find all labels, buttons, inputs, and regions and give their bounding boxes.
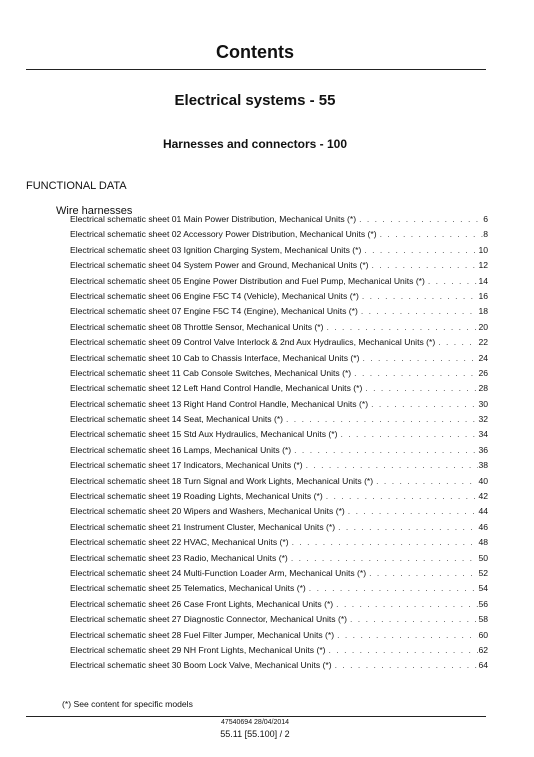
- toc-leader-dots: [361, 245, 478, 255]
- toc-entry-page: 58: [478, 614, 488, 625]
- toc-entry-page: 56: [478, 598, 488, 609]
- toc-entry-page: 28: [478, 383, 488, 394]
- toc-entry[interactable]: [70, 214, 488, 229]
- toc-entry[interactable]: [70, 353, 488, 368]
- toc-entry-title: Electrical schematic sheet 27 Diagnostic Connector, Mechanical Units (*): [70, 614, 348, 625]
- toc-entry-title: Electrical schematic sheet 10 Cab to Chassis Interface, Mechanical Units (*): [70, 352, 360, 363]
- toc-entry-page: 46: [478, 521, 488, 532]
- toc-entry[interactable]: [70, 660, 488, 675]
- toc-entry-page: 36: [478, 444, 488, 455]
- toc-entry-title: Electrical schematic sheet 16 Lamps, Mechanical Units (*): [70, 444, 292, 455]
- toc-entry-page: 48: [478, 537, 488, 548]
- toc-entry-page: 52: [478, 567, 488, 578]
- toc-entry-title: Electrical schematic sheet 08 Throttle Sensor, Mechanical Units (*): [70, 321, 324, 332]
- toc-entry-page: 44: [478, 506, 488, 517]
- toc-entry-title: Electrical schematic sheet 11 Cab Console Switches, Mechanical Units (*): [70, 367, 352, 378]
- footnote: (*) See content for specific models: [62, 699, 193, 709]
- title-rule: [26, 69, 486, 70]
- toc-entry[interactable]: [70, 599, 488, 614]
- toc-entry-title: Electrical schematic sheet 30 Boom Lock Valve, Mechanical Units (*): [70, 660, 332, 671]
- toc-leader-dots: [303, 460, 479, 470]
- toc-leader-dots: [306, 583, 479, 593]
- toc-entry-title: Electrical schematic sheet 13 Right Hand Control Handle, Mechanical Units (*): [70, 398, 369, 409]
- toc-entry-title: Electrical schematic sheet 28 Fuel Filter Jumper, Mechanical Units (*): [70, 629, 335, 640]
- toc-leader-dots: [359, 353, 478, 363]
- section-title: Electrical systems - 55: [174, 92, 336, 109]
- doc-id: 47540694 28/04/2014: [220, 719, 290, 726]
- toc-leader-dots: [373, 476, 478, 486]
- toc-leader-dots: [359, 291, 479, 301]
- toc-leader-dots: [291, 445, 478, 455]
- toc-entry[interactable]: [70, 276, 488, 291]
- toc-entry-page: 30: [478, 398, 488, 409]
- toc-entry-page: 50: [478, 552, 488, 563]
- toc-leader-dots: [356, 214, 483, 224]
- toc-entry-title: Electrical schematic sheet 05 Engine Power Distribution and Fuel Pump, Mechanical Units (*): [70, 275, 425, 286]
- toc-entry-page: 18: [478, 306, 488, 317]
- toc-entry[interactable]: [70, 229, 488, 244]
- toc-entry-page: 54: [478, 583, 488, 594]
- page-reference: 55.11 [55.100] / 2: [220, 729, 290, 739]
- toc-entry[interactable]: [70, 645, 488, 660]
- toc-entry-page: 10: [478, 244, 488, 255]
- toc-entry-page: 8: [483, 229, 488, 240]
- toc-entry-title: Electrical schematic sheet 01 Main Power Distribution, Mechanical Units (*): [70, 214, 357, 224]
- toc-entry-title: Electrical schematic sheet 20 Wipers and Washers, Mechanical Units (*): [70, 506, 345, 517]
- toc-leader-dots: [369, 260, 479, 270]
- toc-leader-dots: [337, 429, 478, 439]
- toc-entry-page: 14: [478, 275, 488, 286]
- toc-entry-title: Electrical schematic sheet 06 Engine F5C T4 (Vehicle), Mechanical Units (*): [70, 290, 359, 301]
- toc-entry-page: 42: [478, 491, 488, 502]
- toc-leader-dots: [289, 537, 479, 547]
- toc-leader-dots: [334, 630, 478, 640]
- toc-entry-title: Electrical schematic sheet 07 Engine F5C T4 (Engine), Mechanical Units (*): [70, 306, 358, 317]
- toc-entry[interactable]: [70, 383, 488, 398]
- toc-entry-page: 60: [478, 629, 488, 640]
- toc-entry-title: Electrical schematic sheet 29 NH Front Lights, Mechanical Units (*): [70, 644, 326, 655]
- toc-entry-page: 12: [478, 260, 488, 271]
- toc-entry[interactable]: [70, 553, 488, 568]
- toc-entry[interactable]: [70, 429, 488, 444]
- toc-leader-dots: [283, 414, 478, 424]
- toc-entry-title: Electrical schematic sheet 19 Roading Lights, Mechanical Units (*): [70, 491, 323, 502]
- toc-entry-page: 62: [478, 644, 488, 655]
- toc-entry-title: Electrical schematic sheet 26 Case Front Lights, Mechanical Units (*): [70, 598, 334, 609]
- toc-entry-page: 34: [478, 429, 488, 440]
- toc-entry[interactable]: [70, 291, 488, 306]
- toc-leader-dots: [377, 229, 484, 239]
- subsection-title: Harnesses and connectors - 100: [162, 137, 348, 151]
- toc-leader-dots: [345, 506, 479, 516]
- toc-leader-dots: [323, 491, 479, 501]
- toc-entry[interactable]: [70, 491, 488, 506]
- toc-entry[interactable]: [70, 476, 488, 491]
- toc-leader-dots: [333, 599, 478, 609]
- toc-entry-page: 64: [478, 660, 488, 671]
- toc-entry[interactable]: [70, 614, 488, 629]
- toc-entry-title: Electrical schematic sheet 15 Std Aux Hydraulics, Mechanical Units (*): [70, 429, 338, 440]
- toc-entry[interactable]: [70, 368, 488, 383]
- toc-entry[interactable]: [70, 414, 488, 429]
- toc-entry[interactable]: [70, 583, 488, 598]
- toc-leader-dots: [362, 383, 478, 393]
- toc-entry-title: Electrical schematic sheet 25 Telematics, Mechanical Units (*): [70, 583, 306, 594]
- toc-leader-dots: [326, 645, 479, 655]
- toc-entry-page: 16: [478, 290, 488, 301]
- page-title: Contents: [216, 42, 294, 62]
- toc-leader-dots: [358, 306, 479, 316]
- toc-entry-title: Electrical schematic sheet 12 Left Hand Control Handle, Mechanical Units (*): [70, 383, 363, 394]
- toc-entry[interactable]: [70, 245, 488, 260]
- toc-entry-title: Electrical schematic sheet 02 Accessory Power Distribution, Mechanical Units (*): [70, 229, 377, 240]
- toc-leader-dots: [368, 399, 478, 409]
- toc-entry-page: 24: [478, 352, 488, 363]
- toc-entry-page: 26: [478, 367, 488, 378]
- toc-entry[interactable]: [70, 630, 488, 645]
- toc-entry[interactable]: [70, 568, 488, 583]
- toc-leader-dots: [332, 660, 479, 670]
- toc-leader-dots: [351, 368, 478, 378]
- toc-entry[interactable]: [70, 506, 488, 521]
- group-heading: Wire harnesses: [56, 205, 133, 217]
- toc-entry-page: 6: [483, 214, 488, 224]
- toc-entry[interactable]: [70, 399, 488, 414]
- toc-entry-title: Electrical schematic sheet 18 Turn Signal and Work Lights, Mechanical Units (*): [70, 475, 374, 486]
- category-heading: FUNCTIONAL DATA: [26, 180, 127, 192]
- toc-entry[interactable]: [70, 460, 488, 475]
- toc-leader-dots: [288, 553, 479, 563]
- toc-entry-page: 32: [478, 414, 488, 425]
- toc-entry-page: 38: [478, 460, 488, 471]
- toc-entry-page: 22: [478, 337, 488, 348]
- toc-leader-dots: [347, 614, 478, 624]
- toc-entry[interactable]: [70, 522, 488, 537]
- toc-entry-page: 20: [478, 321, 488, 332]
- toc-list: [70, 214, 488, 676]
- toc-entry-title: Electrical schematic sheet 22 HVAC, Mechanical Units (*): [70, 537, 289, 548]
- toc-entry-title: Electrical schematic sheet 03 Ignition Charging System, Mechanical Units (*): [70, 244, 362, 255]
- toc-entry-title: Electrical schematic sheet 17 Indicators, Mechanical Units (*): [70, 460, 303, 471]
- toc-entry-title: Electrical schematic sheet 23 Radio, Mechanical Units (*): [70, 552, 288, 563]
- toc-entry-title: Electrical schematic sheet 09 Control Valve Interlock & 2nd Aux Hydraulics, Mechanical Units (*): [70, 337, 436, 348]
- toc-leader-dots: [435, 337, 478, 347]
- footer-rule: [26, 716, 486, 717]
- toc-leader-dots: [335, 522, 478, 532]
- toc-leader-dots: [366, 568, 478, 578]
- toc-entry-page: 40: [478, 475, 488, 486]
- toc-entry[interactable]: [70, 306, 488, 321]
- toc-leader-dots: [323, 322, 478, 332]
- toc-entry-title: Electrical schematic sheet 14 Seat, Mechanical Units (*): [70, 414, 284, 425]
- toc-entry[interactable]: [70, 537, 488, 552]
- toc-entry[interactable]: [70, 260, 488, 275]
- toc-leader-dots: [425, 276, 479, 286]
- toc-entry-title: Electrical schematic sheet 04 System Power and Ground, Mechanical Units (*): [70, 260, 369, 271]
- toc-entry-title: Electrical schematic sheet 21 Instrument Cluster, Mechanical Units (*): [70, 521, 336, 532]
- toc-entry[interactable]: [70, 337, 488, 352]
- toc-entry-title: Electrical schematic sheet 24 Multi-Function Loader Arm, Mechanical Units (*): [70, 567, 367, 578]
- toc-entry[interactable]: [70, 322, 488, 337]
- toc-entry[interactable]: [70, 445, 488, 460]
